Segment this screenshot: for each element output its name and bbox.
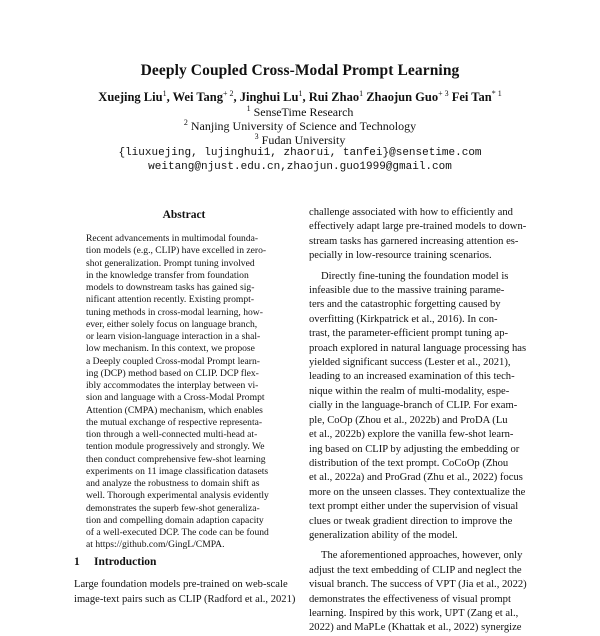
text-line: yielded significant success (Lester et al., 2021), (309, 357, 511, 369)
text-line: ever, either solely focus on language branch, (86, 318, 258, 330)
text-line: and analyze the robustness to domain shift as (86, 478, 260, 489)
text-line: distribution of the text prompt. CoCoOp (Zhou (309, 457, 509, 469)
paper-title: Deeply Coupled Cross-Modal Prompt Learning (140, 62, 460, 79)
author-list: Xuejing Liu$^1$, Wei Tang$^{+ 2}$, Jinghui Lu$^1$, Rui Zhao$^1$ Zhaojun Guo$^{+ 3}$ Fei Tan$^{* 1}$ (98, 89, 502, 104)
text-line: cially in the language-branch of CLIP. For exam- (309, 400, 518, 412)
text-line: effectively adapt large pre-trained models to down- (309, 221, 527, 233)
text-line: tion through a well-connected multi-head at- (86, 429, 258, 440)
right-column (309, 206, 535, 636)
text-line: ing (DCP) method based on CLIP. DCP flex- (86, 367, 259, 379)
text-line: pecially in low-resource training scenarios. (309, 250, 492, 262)
intro-paragraph: Large foundation models pre-trained on web-scale image-text pairs such as CLIP (Radford et al., 2021) (74, 579, 296, 605)
text-line: nificant attention recently. Existing prompt- (86, 294, 255, 306)
text-line: 2022) and MaPLe (Khattak et al., 2022) synergize (309, 622, 522, 634)
text-line: et al., 2022b) explore the vanilla few-shot learn- (309, 429, 514, 441)
text-line: trast, the parameter-efficient prompt tuning ap- (309, 328, 509, 340)
email-line: {liuxuejing, lujinghui1, zhaorui, tanfei}@sensetime.com (118, 147, 482, 159)
author: Fei Tan$^{* 1}$ (451, 89, 502, 104)
author: Wei Tang$^{+ 2}$ (172, 89, 234, 104)
text-line: learning. Inspired by this work, UPT (Zang et al., (309, 607, 519, 619)
paragraph (309, 270, 535, 544)
text-line: Attention (CMPA) mechanism, which enables (86, 404, 263, 416)
text-line: infeasible due to the massive training parame- (309, 285, 505, 297)
text-line: overfitting (Kirkpatrick et al., 2016). In con- (309, 313, 498, 325)
text-line: stream tasks has garnered increasing attention es- (309, 235, 519, 247)
paragraph (309, 206, 535, 264)
text-line: in the knowledge transfer from foundation (86, 269, 249, 281)
text-line: proach explored in natural language processing has (309, 342, 527, 354)
text-line: et al., 2022a) and ProGrad (Zhu et al., 2022) focus (309, 472, 523, 484)
author: Jinghui Lu$^1$ (239, 89, 303, 104)
text-line: The aforementioned approaches, however, only (321, 550, 523, 562)
paragraph (309, 549, 535, 635)
text-line: adjust the text embedding of CLIP and neglect the (309, 564, 522, 576)
text-line: at https://github.com/GingL/CMPA. (86, 539, 225, 551)
text-line: tention module progressively and strongly. We (86, 441, 265, 453)
text-line: low mechanism. In this context, we propose (86, 343, 255, 355)
text-line: demonstrates the effectiveness of visual prompt (309, 593, 511, 605)
affiliation: $^3$ Fudan University (254, 132, 346, 147)
abstract-heading: Abstract (162, 209, 206, 221)
author: Xuejing Liu$^1$ (98, 89, 167, 104)
text-line: well. Thorough experimental analysis evidently (86, 490, 269, 502)
text-line: or learn vision-language interaction in a shal- (86, 331, 261, 342)
text-line: demonstrates the superb few-shot generaliza- (86, 502, 260, 514)
text-line: experiments on 11 image classification datasets (86, 465, 269, 477)
text-line: of a well-executed DCP. The code can be found (86, 527, 269, 538)
text-line: nique within the realm of multi-modality, espe- (309, 385, 510, 397)
author: Rui Zhao$^1$ (308, 89, 364, 104)
text-line: tion models (e.g., CLIP) have excelled in zero- (86, 245, 267, 257)
text-line: ple, CoOp (Zhou et al., 2022b) and ProDA (Lu (309, 414, 508, 426)
text-line: challenge associated with how to efficiently and (309, 207, 513, 218)
text-line: Directly fine-tuning the foundation model is (321, 270, 509, 282)
text-line: leading to an increased examination of this tech- (309, 371, 515, 383)
author: Zhaojun Guo$^{+ 3}$ (366, 89, 449, 104)
text-line: ibly accommodates the interplay between vi- (86, 380, 259, 391)
text-line: Recent advancements in multimodal founda- (86, 233, 259, 244)
text-line: ters and the catastrophic forgetting caused by (309, 299, 501, 311)
text-line: the mutual exchange of respective representa- (86, 416, 263, 428)
text-line: tuning methods in cross-modal learning, how- (86, 306, 263, 318)
email-line: weitang@njust.edu.cn,zhaojun.guo1999@gmail.com (148, 161, 452, 173)
text-line: text prompt either under the supervision of visual (309, 501, 519, 513)
text-line: ing based on CLIP by adjusting the embedding or (309, 443, 520, 455)
affiliation: $^1$ SenseTime Research (246, 104, 354, 119)
text-line: shot generalization. Prompt tuning involved (86, 257, 255, 269)
abstract-body (86, 233, 282, 552)
text-line: then conduct comprehensive few-shot learning (86, 453, 266, 465)
text-line: generalization ability of the model. (309, 529, 458, 541)
text-line: more on the unseen classes. They contextualize the (309, 486, 526, 498)
text-line: visual branch. The success of VPT (Jia et al., 2022) (309, 579, 527, 591)
text-line: sion and language with a Cross-Modal Prompt (86, 392, 265, 404)
affiliation: $^2$ Nanjing University of Science and Technology (183, 118, 417, 133)
text-line: models to downstream tasks has gained sig- (86, 282, 255, 293)
text-line: a Deeply coupled Cross-modal Prompt learn- (86, 355, 260, 367)
text-line: tion and compelling domain adaption capacity (86, 514, 264, 526)
text-line: clues or tweak gradient direction to improve the (309, 515, 513, 527)
section-heading: 1 Introduction (74, 556, 157, 568)
